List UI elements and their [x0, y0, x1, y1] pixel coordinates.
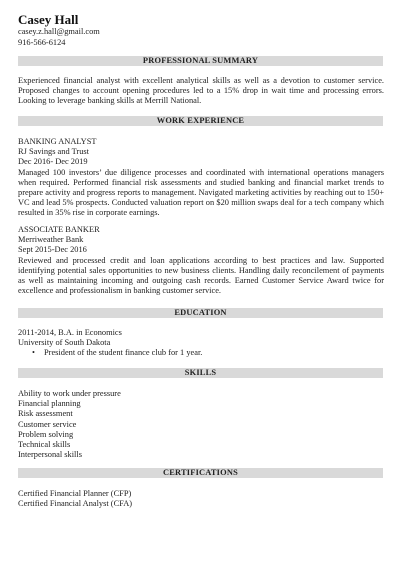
list-item: Interpersonal skills	[18, 450, 82, 460]
list-item: Problem solving	[18, 429, 74, 439]
section-header-certifications: CERTIFICATIONS	[18, 468, 383, 478]
section-header-skills: SKILLS	[18, 368, 383, 378]
job-title: BANKING ANALYST	[18, 137, 97, 146]
degree: 2011-2014, B.A. in Economics	[18, 328, 122, 337]
email-address: casey.z.hall@gmail.com	[18, 27, 100, 36]
list-item: Risk assessment	[18, 409, 73, 419]
job-company: Merriweather Bank	[18, 235, 84, 245]
job-dates: Sept 2015-Dec 2016	[18, 245, 87, 255]
list-item: Technical skills	[18, 440, 71, 450]
list-item: Certified Financial Analyst (CFA)	[18, 499, 133, 509]
list-item: Customer service	[18, 419, 77, 429]
list-item: Certified Financial Planner (CFP)	[18, 489, 132, 498]
job-title: ASSOCIATE BANKER	[18, 225, 100, 234]
bullet-icon: •	[32, 348, 35, 358]
list-item: Financial planning	[18, 399, 81, 409]
job-entry	[18, 137, 384, 219]
education-bullets	[18, 348, 384, 358]
summary-text: Experienced financial analyst with excellent analytical skills as well as a devotion to customer service. Proposed changes to account opening procedures led to a 15% drop in wait time and processing errors. Looking to leverage banking skills at Merrill National.	[18, 76, 384, 106]
candidate-name: Casey Hall	[18, 12, 79, 27]
skills-list	[18, 389, 384, 460]
professional-summary	[18, 76, 384, 107]
job-company: RJ Savings and Trust	[18, 147, 89, 157]
section-header-professional-summary: PROFESSIONAL SUMMARY	[18, 56, 383, 66]
job-dates: Dec 2016- Dec 2019	[18, 157, 88, 167]
phone-number: 916-566-6124	[18, 38, 66, 47]
education-bullet-text: President of the student finance club for 1 year.	[44, 348, 203, 358]
job-entry	[18, 225, 384, 296]
list-item	[32, 348, 384, 358]
list-item: Ability to work under pressure	[18, 389, 121, 398]
section-header-work-experience: WORK EXPERIENCE	[18, 116, 383, 126]
school-name: University of South Dakota	[18, 338, 111, 348]
job-description: Reviewed and processed credit and loan applications according to best practices and law. Supported identifying potential sales opportunities to new business clients. Handling daily reconcilement of payments as well as maintaining incoming and outgoing cash records. Earned Customer Service Award twice for excellence and professionalism in banking customer service.	[18, 255, 384, 296]
education-entry	[18, 328, 384, 359]
certifications-list	[18, 489, 384, 509]
section-header-education: EDUCATION	[18, 308, 383, 318]
job-description: Managed 100 investors’ due diligence processes and coordinated with international operations managers when required. Performed financial risk assessments and studied banking and financial market trends to prepare activity and progress reports to management. Navigated marketing activities by reaching out to 150+ VC and lead 5% prospects. Conducted valuation report on $20 million swaps deal for a tech company which resulted in 35% rise in corporate earnings.	[18, 167, 384, 218]
